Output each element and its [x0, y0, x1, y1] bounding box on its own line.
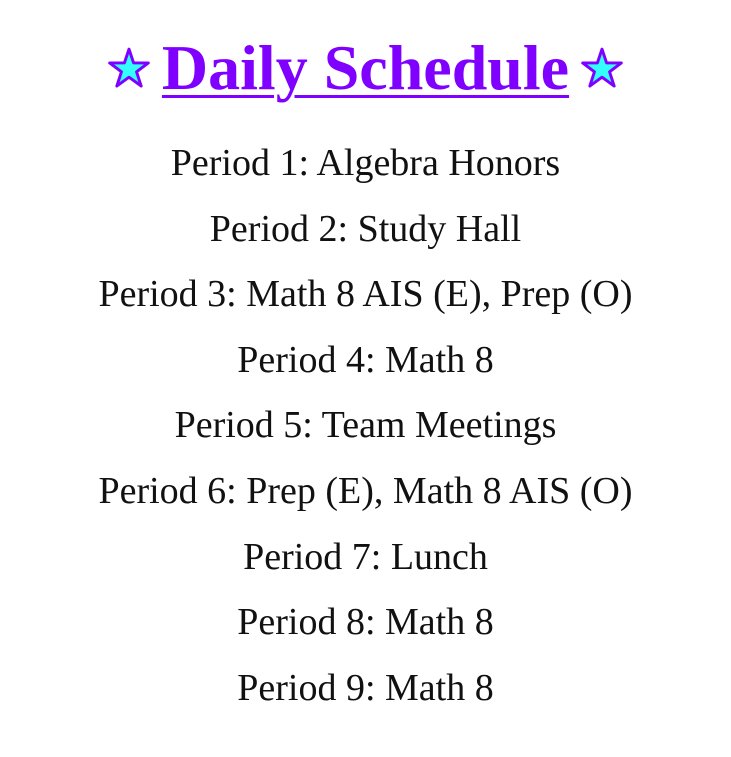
period-8: Period 8: Math 8: [237, 601, 494, 644]
period-1: Period 1: Algebra Honors: [170, 142, 561, 184]
schedule-list: [0, 131, 731, 721]
period-7: Period 7: Lunch: [243, 535, 488, 578]
period-5: Period 5: Team Meetings: [174, 404, 557, 447]
header: [0, 28, 731, 108]
period-2: Period 2: Study Hall: [209, 207, 522, 250]
period-4: Period 4: Math 8: [237, 338, 494, 381]
period-9: Period 9: Math 8: [237, 666, 494, 709]
star-icon: [108, 47, 150, 89]
page-title: Daily Schedule: [161, 32, 570, 103]
period-3: Period 3: Math 8 AIS (E), Prep (O): [98, 273, 633, 316]
star-icon: [581, 47, 623, 89]
period-6: Period 6: Prep (E), Math 8 AIS (O): [98, 469, 633, 512]
